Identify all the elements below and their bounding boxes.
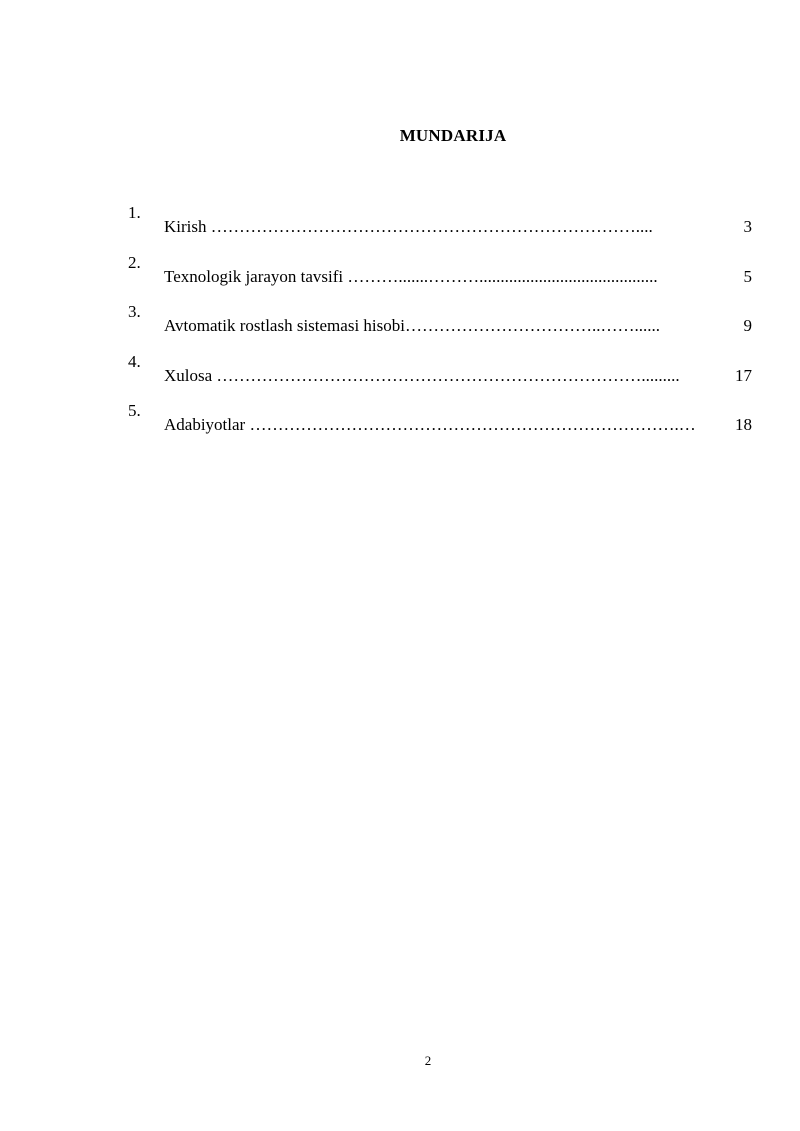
toc-entry-number: 5.: [128, 401, 141, 420]
toc-entry-page: 5: [743, 267, 752, 286]
page-number: 2: [424, 1053, 432, 1068]
toc-entry-xulosa: [0, 352, 800, 392]
toc-entry-title: Kirish …………………………………………………………………....: [164, 217, 653, 236]
toc-entry-page: 3: [743, 217, 752, 236]
toc-entry-title: Adabiyotlar ………………………………………………………………….…: [164, 415, 696, 434]
toc-title: MUNDARIJA: [399, 126, 507, 145]
toc-entry-number: 3.: [128, 302, 141, 321]
toc-entry-number: 1.: [128, 203, 141, 222]
toc-entry-adabiyotlar: [0, 401, 800, 441]
toc-entry-title: Texnologik jarayon tavsifi ……….......………..........................................: [164, 267, 658, 286]
toc-entry-page: 18: [735, 415, 752, 434]
toc-entry-title: Avtomatik rostlash sistemasi hisobi……………………………..……......: [164, 316, 660, 335]
toc-entry-page: 17: [735, 366, 752, 385]
toc-entry-avtomatik-rostlash: [0, 302, 800, 342]
toc-entry-texnologik-jarayon: [0, 253, 800, 293]
toc-entry-number: 4.: [128, 352, 141, 371]
toc-entry-number: 2.: [128, 253, 141, 272]
toc-entry-page: 9: [743, 316, 752, 335]
toc-entry-kirish: [0, 203, 800, 243]
toc-entry-title: Xulosa ………………………………………………………………….........: [164, 366, 680, 385]
